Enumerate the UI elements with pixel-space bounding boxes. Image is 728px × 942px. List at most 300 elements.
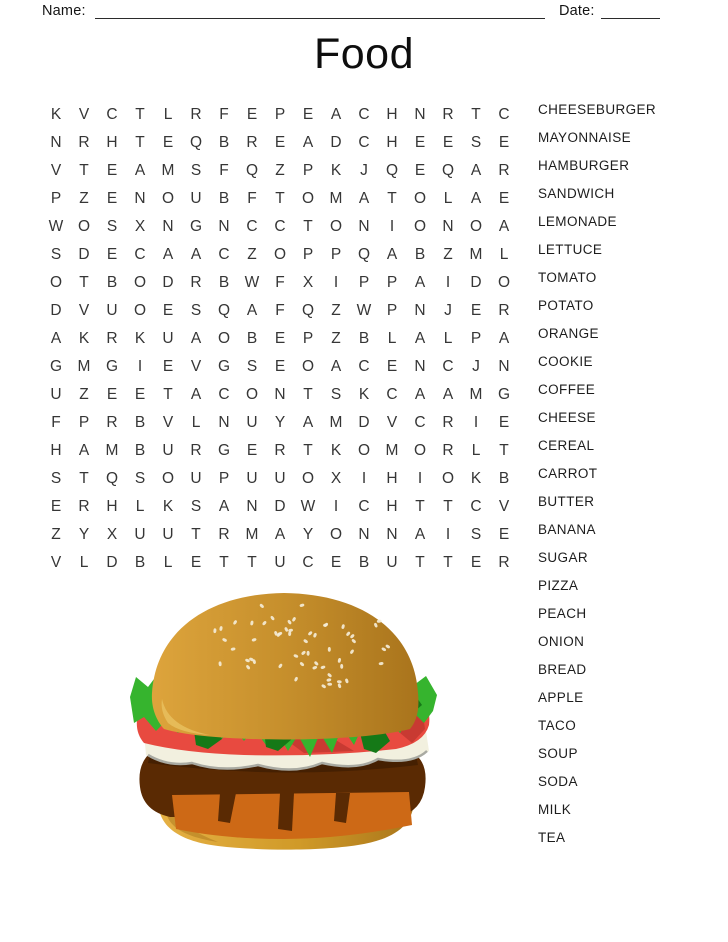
grid-letter: A (414, 526, 426, 543)
grid-letter: C (302, 554, 314, 571)
grid-letter: A (470, 162, 482, 179)
word-list-item: BUTTER (538, 493, 595, 509)
grid-letter: E (498, 526, 510, 543)
grid-letter: N (218, 218, 230, 235)
grid-letter: L (163, 554, 173, 571)
grid-letter: N (274, 386, 286, 403)
grid-letter: N (386, 526, 398, 543)
grid-letter: T (79, 470, 89, 487)
grid-letter: D (106, 554, 118, 571)
grid-letter: O (497, 274, 511, 291)
grid-letter: W (356, 302, 372, 319)
grid-letter: N (414, 358, 426, 375)
grid-letter: T (303, 386, 313, 403)
grid-letter: L (443, 330, 453, 347)
grid-letter: K (50, 106, 62, 123)
grid-letter: K (330, 162, 342, 179)
grid-letter: R (274, 442, 286, 459)
grid-letter: W (300, 498, 316, 515)
hamburger-svg (124, 581, 444, 851)
grid-row (42, 325, 518, 353)
grid-letter: Q (441, 162, 455, 179)
grid-letter: T (471, 106, 481, 123)
grid-letter: R (78, 134, 90, 151)
grid-letter: V (386, 414, 398, 431)
grid-letter: I (333, 274, 339, 291)
grid-letter: X (134, 218, 146, 235)
grid-letter: K (358, 386, 370, 403)
grid-letter: U (246, 470, 258, 487)
grid-row (42, 381, 518, 409)
grid-letter: T (247, 554, 257, 571)
grid-row (42, 521, 518, 549)
grid-letter: F (219, 162, 229, 179)
grid-letter: E (106, 162, 118, 179)
grid-letter: E (498, 190, 510, 207)
grid-letter: S (330, 386, 342, 403)
grid-letter: H (386, 470, 398, 487)
grid-letter: T (499, 442, 509, 459)
grid-letter: B (134, 442, 146, 459)
grid-letter: O (413, 190, 427, 207)
grid-row (42, 493, 518, 521)
grid-letter: E (106, 190, 118, 207)
grid-letter: A (414, 386, 426, 403)
grid-letter: R (498, 554, 510, 571)
grid-letter: O (301, 190, 315, 207)
word-list-item: SOUP (538, 745, 578, 761)
grid-letter: Z (79, 386, 89, 403)
grid-letter: U (50, 386, 62, 403)
grid-letter: T (191, 526, 201, 543)
grid-letter: G (217, 358, 231, 375)
grid-letter: I (417, 470, 423, 487)
grid-letter: H (50, 442, 62, 459)
grid-letter: S (134, 470, 146, 487)
word-list-item: TOMATO (538, 269, 597, 285)
grid-row (42, 213, 518, 241)
grid-letter: I (445, 526, 451, 543)
word-list-item: PEACH (538, 605, 587, 621)
grid-letter: T (79, 162, 89, 179)
word-list-item: CEREAL (538, 437, 595, 453)
grid-letter: A (190, 386, 202, 403)
word-grid (42, 101, 518, 577)
grid-letter: T (415, 498, 425, 515)
grid-row (42, 269, 518, 297)
grid-letter: L (191, 414, 201, 431)
grid-letter: A (246, 302, 258, 319)
grid-letter: E (498, 134, 510, 151)
grid-letter: Q (189, 134, 203, 151)
grid-letter: X (330, 470, 342, 487)
grid-letter: G (189, 218, 203, 235)
grid-letter: C (134, 246, 146, 263)
grid-letter: A (414, 330, 426, 347)
grid-letter: I (445, 274, 451, 291)
grid-letter: E (386, 358, 398, 375)
grid-letter: D (470, 274, 482, 291)
grid-letter: A (78, 442, 90, 459)
grid-letter: A (190, 246, 202, 263)
grid-letter: X (106, 526, 118, 543)
grid-letter: P (274, 106, 286, 123)
grid-letter: R (106, 414, 118, 431)
grid-letter: N (358, 218, 370, 235)
grid-letter: B (498, 470, 510, 487)
grid-letter: T (415, 554, 425, 571)
grid-letter: R (190, 274, 202, 291)
grid-letter: F (51, 414, 61, 431)
grid-letter: V (50, 554, 62, 571)
grid-letter: R (498, 162, 510, 179)
grid-letter: C (218, 386, 230, 403)
grid-letter: P (386, 274, 398, 291)
grid-letter: R (190, 106, 202, 123)
grid-letter: C (358, 498, 370, 515)
grid-letter: C (498, 106, 510, 123)
name-label: Name: (42, 3, 86, 19)
grid-row (42, 409, 518, 437)
grid-letter: K (162, 498, 174, 515)
word-list-item: CHEESE (538, 409, 596, 425)
word-list-item: CARROT (538, 465, 598, 481)
grid-letter: B (218, 134, 230, 151)
grid-letter: K (134, 330, 146, 347)
word-list-item: PIZZA (538, 577, 579, 593)
grid-letter: J (360, 162, 368, 179)
grid-letter: A (358, 190, 370, 207)
grid-letter: O (357, 442, 371, 459)
grid-letter: U (134, 526, 146, 543)
grid-letter: U (162, 442, 174, 459)
grid-letter: D (162, 274, 174, 291)
grid-letter: E (274, 134, 286, 151)
grid-letter: J (444, 302, 452, 319)
grid-letter: S (470, 134, 482, 151)
grid-letter: A (442, 386, 454, 403)
word-list-item: ONION (538, 633, 585, 649)
word-list-item: CHEESEBURGER (538, 101, 657, 117)
grid-letter: M (245, 526, 259, 543)
grid-letter: E (330, 554, 342, 571)
grid-letter: I (137, 358, 143, 375)
date-label: Date: (559, 3, 595, 19)
grid-row (42, 157, 518, 185)
grid-letter: E (470, 554, 482, 571)
word-list-item: HAMBURGER (538, 157, 630, 173)
grid-letter: W (244, 274, 260, 291)
grid-letter: M (77, 358, 91, 375)
grid-letter: N (134, 190, 146, 207)
word-list (538, 95, 656, 851)
grid-letter: V (498, 498, 510, 515)
grid-letter: P (386, 302, 398, 319)
grid-letter: U (162, 526, 174, 543)
grid-letter: O (329, 526, 343, 543)
grid-letter: V (190, 358, 202, 375)
grid-letter: O (77, 218, 91, 235)
grid-letter: A (50, 330, 62, 347)
patty-drip-2 (278, 793, 294, 831)
grid-letter: T (275, 190, 285, 207)
grid-letter: P (50, 190, 62, 207)
grid-row (42, 465, 518, 493)
grid-letter: E (162, 302, 174, 319)
grid-letter: D (330, 134, 342, 151)
grid-letter: U (190, 470, 202, 487)
grid-row (42, 297, 518, 325)
grid-letter: T (303, 218, 313, 235)
grid-letter: E (414, 162, 426, 179)
grid-letter: C (386, 386, 398, 403)
word-list-item: SANDWICH (538, 185, 615, 201)
grid-row (42, 129, 518, 157)
word-list-item: SODA (538, 773, 578, 789)
grid-letter: E (106, 246, 118, 263)
grid-letter: Z (443, 246, 453, 263)
grid-letter: M (105, 442, 119, 459)
grid-letter: A (218, 498, 230, 515)
grid-row (42, 241, 518, 269)
grid-letter: A (162, 246, 174, 263)
grid-letter: T (387, 190, 397, 207)
grid-letter: R (498, 302, 510, 319)
grid-letter: O (329, 218, 343, 235)
grid-letter: N (50, 134, 62, 151)
grid-letter: I (389, 218, 395, 235)
grid-letter: A (330, 358, 342, 375)
grid-letter: C (358, 358, 370, 375)
grid-letter: I (473, 414, 479, 431)
grid-letter: O (161, 190, 175, 207)
grid-letter: A (302, 134, 314, 151)
grid-letter: U (386, 554, 398, 571)
grid-letter: C (414, 414, 426, 431)
grid-letter: E (414, 134, 426, 151)
grid-letter: U (246, 414, 258, 431)
grid-letter: P (330, 246, 342, 263)
grid-letter: E (470, 302, 482, 319)
grid-row (42, 101, 518, 129)
grid-letter: W (48, 218, 64, 235)
grid-letter: Z (331, 302, 341, 319)
grid-letter: O (469, 218, 483, 235)
word-list-item: SUGAR (538, 549, 589, 565)
grid-letter: O (413, 218, 427, 235)
grid-letter: B (134, 414, 146, 431)
grid-letter: L (443, 190, 453, 207)
grid-letter: O (133, 274, 147, 291)
grid-letter: S (50, 470, 62, 487)
grid-letter: D (274, 498, 286, 515)
grid-letter: F (275, 274, 285, 291)
grid-letter: V (162, 414, 174, 431)
grid-letter: V (78, 106, 90, 123)
grid-letter: L (499, 246, 509, 263)
grid-letter: O (273, 246, 287, 263)
word-list-item: TACO (538, 717, 577, 733)
grid-letter: B (218, 274, 230, 291)
grid-letter: T (135, 134, 145, 151)
grid-letter: H (386, 134, 398, 151)
grid-letter: B (106, 274, 118, 291)
grid-letter: D (358, 414, 370, 431)
grid-letter: Z (79, 190, 89, 207)
grid-letter: A (190, 330, 202, 347)
grid-letter: G (217, 442, 231, 459)
grid-row (42, 437, 518, 465)
grid-letter: O (245, 386, 259, 403)
word-list-item: LEMONADE (538, 213, 617, 229)
grid-letter: S (190, 302, 202, 319)
grid-letter: T (79, 274, 89, 291)
grid-letter: T (303, 442, 313, 459)
grid-row (42, 185, 518, 213)
grid-letter: J (472, 358, 480, 375)
word-list-item: APPLE (538, 689, 584, 705)
grid-letter: G (497, 386, 511, 403)
grid-letter: C (470, 498, 482, 515)
grid-letter: O (301, 358, 315, 375)
grid-letter: Z (247, 246, 257, 263)
grid-letter: M (329, 414, 343, 431)
grid-letter: K (78, 330, 90, 347)
word-list-item: TEA (538, 829, 566, 845)
grid-letter: B (134, 554, 146, 571)
grid-letter: E (246, 106, 258, 123)
grid-letter: N (162, 218, 174, 235)
grid-letter: Z (275, 162, 285, 179)
grid-letter: P (302, 330, 314, 347)
grid-letter: L (163, 106, 173, 123)
grid-letter: T (443, 554, 453, 571)
grid-letter: M (161, 162, 175, 179)
grid-letter: A (498, 218, 510, 235)
grid-letter: M (329, 190, 343, 207)
grid-letter: R (190, 442, 202, 459)
grid-letter: E (442, 134, 454, 151)
page-title: Food (313, 30, 414, 78)
grid-letter: B (218, 190, 230, 207)
grid-letter: X (302, 274, 314, 291)
grid-letter: L (79, 554, 89, 571)
grid-letter: N (414, 106, 426, 123)
grid-letter: C (358, 134, 370, 151)
grid-letter: R (442, 442, 454, 459)
grid-letter: P (470, 330, 482, 347)
grid-letter: V (50, 162, 62, 179)
grid-letter: Q (245, 162, 259, 179)
grid-letter: H (106, 498, 118, 515)
grid-letter: E (302, 106, 314, 123)
grid-letter: Z (331, 330, 341, 347)
grid-letter: Y (78, 526, 90, 543)
grid-letter: P (302, 246, 314, 263)
grid-letter: D (78, 246, 90, 263)
grid-row (42, 549, 518, 577)
grid-letter: M (469, 246, 483, 263)
grid-letter: H (106, 134, 118, 151)
grid-letter: G (105, 358, 119, 375)
grid-letter: H (386, 106, 398, 123)
grid-letter: L (387, 330, 397, 347)
grid-letter: Y (274, 414, 286, 431)
grid-letter: B (246, 330, 258, 347)
grid-letter: E (50, 498, 62, 515)
grid-letter: F (219, 106, 229, 123)
grid-letter: R (442, 414, 454, 431)
grid-letter: R (218, 526, 230, 543)
grid-letter: U (190, 190, 202, 207)
grid-letter: N (358, 526, 370, 543)
word-list-item: ORANGE (538, 325, 599, 341)
grid-letter: M (385, 442, 399, 459)
grid-letter: C (358, 106, 370, 123)
grid-letter: L (471, 442, 481, 459)
grid-letter: E (134, 386, 146, 403)
grid-letter: R (442, 106, 454, 123)
grid-letter: S (190, 162, 202, 179)
grid-letter: U (274, 470, 286, 487)
grid-letter: U (274, 554, 286, 571)
grid-letter: O (217, 330, 231, 347)
grid-letter: T (443, 498, 453, 515)
word-list-item: COOKIE (538, 353, 593, 369)
grid-letter: A (386, 246, 398, 263)
grid-letter: N (246, 498, 258, 515)
grid-letter: O (441, 470, 455, 487)
grid-letter: E (498, 414, 510, 431)
word-list-item: BREAD (538, 661, 587, 677)
grid-letter: S (190, 498, 202, 515)
grid-letter: E (106, 386, 118, 403)
grid-letter: U (106, 302, 118, 319)
grid-letter: K (330, 442, 342, 459)
grid-letter: P (358, 274, 370, 291)
grid-letter: Q (357, 246, 371, 263)
grid-letter: A (134, 162, 146, 179)
grid-row (42, 353, 518, 381)
grid-letter: H (386, 498, 398, 515)
grid-letter: S (106, 218, 118, 235)
grid-letter: C (106, 106, 118, 123)
grid-letter: N (218, 414, 230, 431)
grid-letter: O (413, 442, 427, 459)
grid-letter: M (469, 386, 483, 403)
name-blank-line (95, 1, 545, 19)
word-list-item: BANANA (538, 521, 596, 537)
word-list-item: MILK (538, 801, 572, 817)
grid-letter: S (50, 246, 62, 263)
grid-letter: O (161, 470, 175, 487)
grid-letter: N (442, 218, 454, 235)
grid-letter: P (302, 162, 314, 179)
grid-letter: A (414, 274, 426, 291)
grid-letter: A (498, 330, 510, 347)
grid-letter: Q (217, 302, 231, 319)
grid-letter: T (135, 106, 145, 123)
grid-letter: E (274, 358, 286, 375)
grid-letter: E (190, 554, 202, 571)
grid-letter: E (162, 358, 174, 375)
grid-letter: P (218, 470, 230, 487)
grid-letter: Q (385, 162, 399, 179)
grid-letter: P (78, 414, 90, 431)
grid-letter: Z (51, 526, 61, 543)
grid-letter: Q (105, 470, 119, 487)
grid-letter: E (274, 330, 286, 347)
